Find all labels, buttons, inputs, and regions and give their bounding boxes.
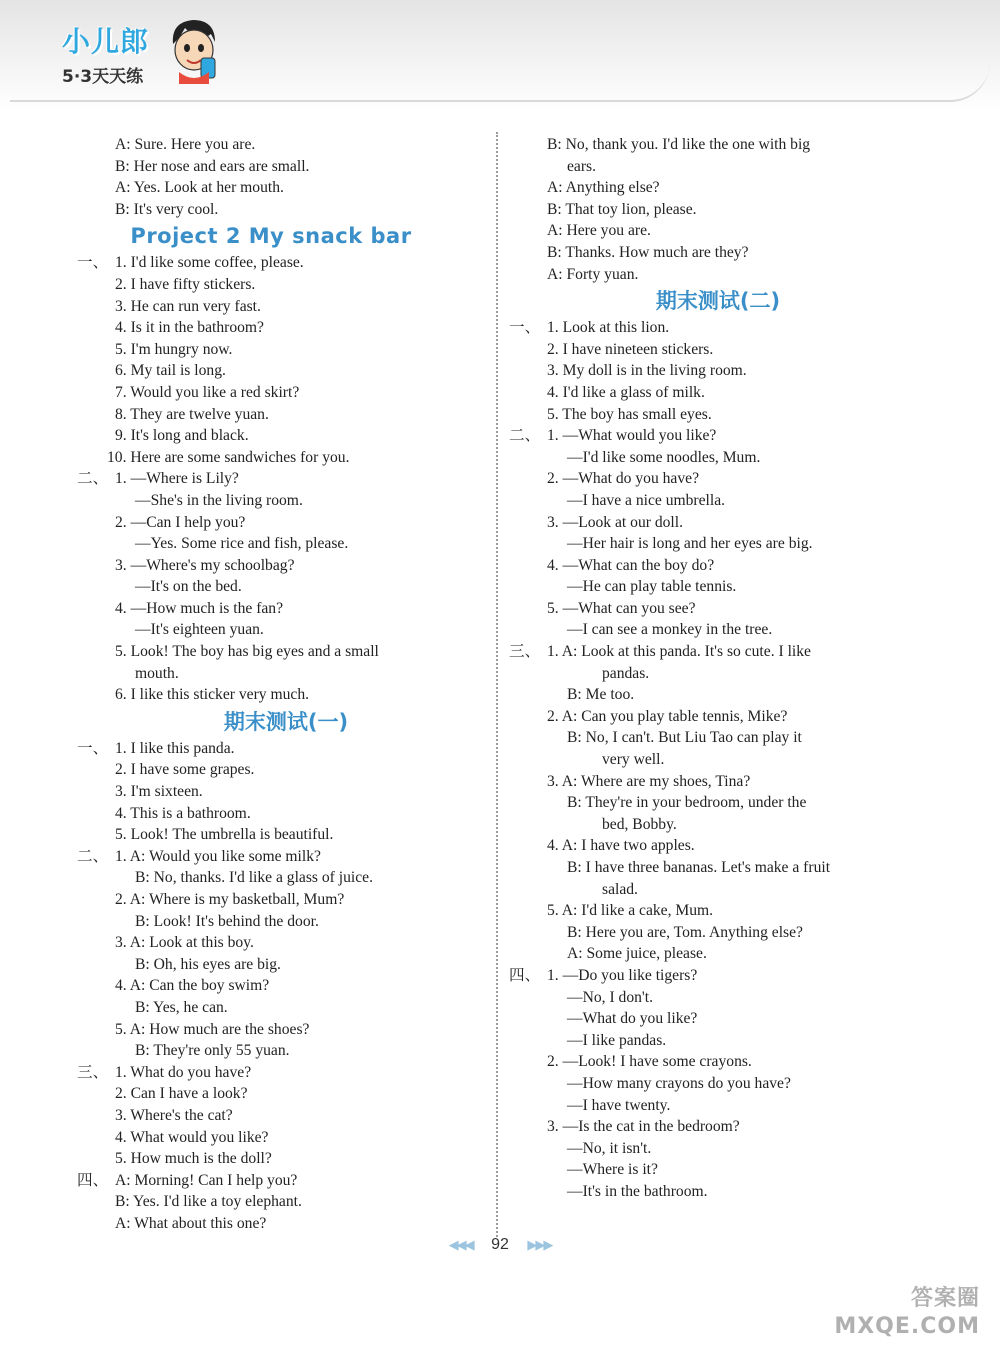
answer-line [512, 922, 924, 944]
answer-text: 6. I like this sticker very much. [115, 686, 310, 704]
answer-text: —How many crayons do you have? [567, 1074, 791, 1092]
answer-text: —I'd like some noodles, Mum. [567, 448, 761, 466]
answer-text: 1. What do you have? [115, 1063, 252, 1081]
answer-text: 4. What would you like? [115, 1128, 269, 1146]
answer-line [80, 490, 492, 512]
site-watermark [834, 1285, 980, 1341]
answer-line [80, 663, 492, 685]
answer-line [80, 1213, 492, 1235]
answer-line [80, 425, 492, 447]
answer-line [512, 242, 924, 264]
answer-line [512, 619, 924, 641]
answer-line [80, 177, 492, 199]
page-number: 92 [491, 1236, 509, 1253]
watermark-url: MXQE.COM [834, 1314, 980, 1339]
answer-text: B: They're in your bedroom, under the [567, 794, 807, 812]
answer-line [512, 360, 924, 382]
answer-text: B: That toy lion, please. [547, 200, 697, 218]
answer-line [512, 706, 924, 728]
answer-line [80, 576, 492, 598]
answer-text: —She's in the living room. [135, 491, 303, 509]
answer-text: B: Yes, he can. [135, 998, 228, 1016]
answer-text: 3. —Where's my schoolbag? [115, 556, 295, 574]
answer-text: 5. Look! The umbrella is beautiful. [115, 826, 334, 844]
answer-line [80, 781, 492, 803]
answer-text: mouth. [135, 664, 179, 682]
answer-line [512, 199, 924, 221]
answer-line [80, 382, 492, 404]
answer-text: A: Here you are. [547, 222, 651, 240]
answer-text: 2. —Can I help you? [115, 513, 246, 531]
answer-line [512, 792, 924, 814]
answer-line [509, 965, 924, 987]
answer-line [80, 134, 492, 156]
answer-text: bed, Bobby. [602, 815, 677, 833]
answer-line [512, 1159, 924, 1181]
answer-text: —What do you like? [567, 1010, 698, 1028]
watermark-logo: 答案圈 [910, 1286, 980, 1311]
answer-line [512, 512, 924, 534]
answer-text: 3. —Look at our doll. [547, 513, 683, 531]
answer-text: A: Yes. Look at her mouth. [115, 179, 284, 197]
answer-text: 2. —Look! I have some crayons. [547, 1053, 752, 1071]
answer-text: 6. My tail is long. [115, 362, 226, 380]
answer-line [512, 1181, 924, 1203]
answer-line [512, 598, 924, 620]
answer-line [77, 1062, 492, 1084]
answer-line [80, 555, 492, 577]
answer-text: 3. Where's the cat? [115, 1106, 233, 1124]
answer-line [80, 296, 492, 318]
section-number: 一、 [77, 739, 109, 757]
answer-text: 2. —What do you have? [547, 470, 699, 488]
answer-text: A: Some juice, please. [567, 945, 707, 963]
page-footer [0, 1236, 1000, 1254]
answer-line [80, 997, 492, 1019]
answer-line [80, 533, 492, 555]
answer-line [509, 317, 924, 339]
column-divider [496, 132, 498, 1237]
answer-line [80, 932, 492, 954]
section-number: 二、 [77, 470, 109, 488]
answer-line [77, 738, 492, 760]
answer-line [512, 576, 924, 598]
answer-line [512, 1030, 924, 1052]
answer-text: 3. I'm sixteen. [115, 783, 203, 801]
answer-text: A: What about this one? [115, 1214, 267, 1232]
answer-text: —I have twenty. [567, 1096, 671, 1114]
section-heading: 期末测试(二) [655, 289, 781, 314]
answer-line [512, 684, 924, 706]
answer-line [80, 1148, 492, 1170]
answer-text: 10. Here are some sandwiches for you. [107, 448, 350, 466]
answer-line [512, 533, 924, 555]
answer-text: —I like pandas. [567, 1031, 667, 1049]
answer-line [512, 663, 924, 685]
answer-text: 1. I'd like some coffee, please. [115, 254, 304, 272]
answer-text: B: I have three bananas. Let's make a fruit [567, 859, 831, 876]
answer-line [512, 1095, 924, 1117]
answer-line [512, 879, 924, 901]
answer-text: B: Look! It's behind the door. [135, 912, 319, 930]
section-number: 三、 [77, 1063, 109, 1081]
answer-line [80, 447, 492, 469]
answer-text: 5. How much is the doll? [115, 1150, 272, 1168]
answer-text: —Yes. Some rice and fish, please. [135, 535, 349, 553]
answer-line [80, 759, 492, 781]
answer-text: 2. Can I have a look? [115, 1085, 248, 1103]
answer-text: B: No, thank you. I'd like the one with big [547, 136, 811, 153]
answer-text: B: Her nose and ears are small. [115, 157, 310, 175]
answer-text: —It's on the bed. [135, 578, 242, 596]
section-number: 二、 [509, 427, 541, 445]
answer-line [80, 1083, 492, 1105]
answer-line [512, 1073, 924, 1095]
section-number: 四、 [509, 966, 541, 984]
answer-line [80, 641, 492, 663]
answer-line [77, 468, 492, 490]
answer-text: 5. A: How much are the shoes? [115, 1020, 310, 1038]
answer-line [512, 447, 924, 469]
answer-line [80, 598, 492, 620]
section-number: 四、 [77, 1171, 109, 1189]
answer-line [512, 490, 924, 512]
answer-line [80, 274, 492, 296]
section-number: 二、 [77, 847, 109, 865]
answer-line [80, 317, 492, 339]
answer-text: A: Sure. Here you are. [115, 136, 256, 153]
answer-line [512, 382, 924, 404]
answers-right-column [509, 134, 924, 1203]
answer-line [80, 975, 492, 997]
answer-text: —I can see a monkey in the tree. [567, 621, 773, 639]
answer-text: 1. —What would you like? [547, 427, 717, 445]
answer-line [80, 404, 492, 426]
answer-line [80, 954, 492, 976]
answer-text: 3. —Is the cat in the bedroom? [547, 1118, 740, 1136]
answer-line [80, 512, 492, 534]
answer-line [509, 425, 924, 447]
answer-text: ears. [567, 157, 597, 175]
answer-text: 4. —How much is the fan? [115, 599, 284, 617]
mascot-boy-icon [165, 14, 223, 84]
answer-text: A: Forty yuan. [547, 265, 639, 283]
answer-text: —Her hair is long and her eyes are big. [567, 535, 813, 553]
answer-text: 4. This is a bathroom. [115, 804, 251, 822]
answer-line [512, 134, 924, 156]
answer-line [512, 835, 924, 857]
answer-text: A: Morning! Can I help you? [115, 1171, 298, 1189]
answer-line [512, 264, 924, 286]
answer-line [512, 749, 924, 771]
answer-line [80, 684, 492, 706]
answer-text: 2. I have some grapes. [115, 761, 255, 779]
banner-curve [10, 20, 990, 102]
answer-text: —I have a nice umbrella. [567, 491, 726, 509]
answer-line [80, 156, 492, 178]
answer-line [80, 867, 492, 889]
answer-text: 1. I like this panda. [115, 739, 235, 757]
answer-text: 9. It's long and black. [115, 427, 249, 445]
answer-line [512, 339, 924, 361]
answer-text: 1. Look at this lion. [547, 319, 670, 337]
answer-line [512, 900, 924, 922]
answer-text: 1. —Where is Lily? [115, 470, 239, 488]
next-arrows-icon: ▶▶▶ [527, 1237, 552, 1252]
answer-text: 5. I'm hungry now. [115, 340, 233, 358]
answer-line [80, 911, 492, 933]
logo-title: 小儿郎 [62, 25, 150, 58]
answer-text: 5. The boy has small eyes. [547, 405, 712, 423]
answer-text: 4. A: Can the boy swim? [115, 977, 270, 995]
answer-text: B: No, I can't. But Liu Tao can play it [567, 729, 802, 747]
page-banner [0, 0, 1000, 112]
section-heading: 期末测试(一) [223, 709, 349, 734]
answer-text: 1. A: Look at this panda. It's so cute. I like [547, 643, 811, 661]
answer-line [512, 1138, 924, 1160]
answer-line [509, 641, 924, 663]
answer-line [80, 619, 492, 641]
answer-line [512, 555, 924, 577]
prev-arrows-icon: ◀◀◀ [448, 1237, 473, 1252]
answer-text: 2. I have fifty stickers. [115, 275, 256, 293]
answer-text: —It's in the bathroom. [567, 1182, 708, 1200]
answer-line [80, 889, 492, 911]
answer-text: 1. —Do you like tigers? [547, 966, 698, 984]
answer-text: 5. Look! The boy has big eyes and a small [115, 643, 379, 661]
answer-text: 3. My doll is in the living room. [547, 362, 747, 380]
answer-line [512, 1008, 924, 1030]
answer-text: 1. A: Would you like some milk? [115, 847, 321, 865]
answer-line [512, 177, 924, 199]
answer-line [512, 1116, 924, 1138]
answer-text: 8. They are twelve yuan. [115, 405, 269, 423]
answer-line [80, 199, 492, 221]
answer-line [512, 220, 924, 242]
answer-line [512, 404, 924, 426]
answer-text: —It's eighteen yuan. [135, 621, 264, 639]
answer-line [80, 1127, 492, 1149]
answer-text: 3. A: Look at this boy. [115, 934, 254, 952]
answer-line [512, 987, 924, 1009]
answer-line [512, 156, 924, 178]
answer-text: B: Thanks. How much are they? [547, 243, 749, 261]
answers-left-column [77, 134, 492, 1235]
answer-line [512, 468, 924, 490]
answer-text: —No, it isn't. [567, 1139, 652, 1157]
answer-text: 4. Is it in the bathroom? [115, 319, 264, 337]
answer-text: A: Anything else? [547, 179, 660, 197]
section-number: 一、 [77, 254, 109, 272]
answer-text: B: It's very cool. [115, 200, 219, 218]
answer-line [80, 1019, 492, 1041]
answer-line [512, 857, 924, 879]
answer-line [80, 1191, 492, 1213]
answer-text: —No, I don't. [567, 988, 653, 1006]
answer-text: —Where is it? [567, 1161, 658, 1179]
answer-text: 4. —What can the boy do? [547, 556, 715, 574]
answer-text: pandas. [602, 664, 650, 682]
answer-line [512, 943, 924, 965]
answer-line [80, 1040, 492, 1062]
answer-text: very well. [602, 751, 665, 769]
answer-text: B: Yes. I'd like a toy elephant. [115, 1193, 302, 1211]
answer-line [77, 252, 492, 274]
answer-line [512, 814, 924, 836]
answer-line [80, 360, 492, 382]
answer-text: 2. A: Can you play table tennis, Mike? [547, 707, 788, 725]
answer-line [512, 727, 924, 749]
answer-text: 2. I have nineteen stickers. [547, 340, 714, 358]
answer-text: B: Me too. [567, 686, 635, 704]
answer-text: 7. Would you like a red skirt? [115, 383, 300, 401]
answer-line [512, 1051, 924, 1073]
answer-line [80, 803, 492, 825]
answer-text: 3. A: Where are my shoes, Tina? [547, 772, 751, 790]
answer-line [80, 824, 492, 846]
answer-line [77, 1170, 492, 1192]
answer-line [512, 771, 924, 793]
answer-text: —He can play table tennis. [567, 578, 737, 596]
answer-line [80, 1105, 492, 1127]
answer-text: B: No, thanks. I'd like a glass of juice. [135, 869, 373, 887]
answer-text: 4. A: I have two apples. [547, 837, 695, 855]
section-heading: Project 2 My snack bar [130, 224, 412, 249]
section-number: 一、 [509, 319, 541, 337]
answer-line [80, 339, 492, 361]
answer-text: 4. I'd like a glass of milk. [547, 383, 705, 401]
answer-text: 5. A: I'd like a cake, Mum. [547, 902, 714, 920]
section-number: 三、 [509, 643, 541, 661]
answer-text: 3. He can run very fast. [115, 297, 261, 315]
answer-text: B: They're only 55 yuan. [135, 1042, 290, 1060]
answer-line [77, 846, 492, 868]
answer-text: salad. [602, 880, 638, 898]
answer-text: B: Oh, his eyes are big. [135, 955, 281, 973]
answer-text: 5. —What can you see? [547, 599, 696, 617]
answer-text: B: Here you are, Tom. Anything else? [567, 923, 803, 941]
answer-text: 2. A: Where is my basketball, Mum? [115, 891, 345, 908]
logo-subtitle: 5·3天天练 [62, 67, 144, 87]
